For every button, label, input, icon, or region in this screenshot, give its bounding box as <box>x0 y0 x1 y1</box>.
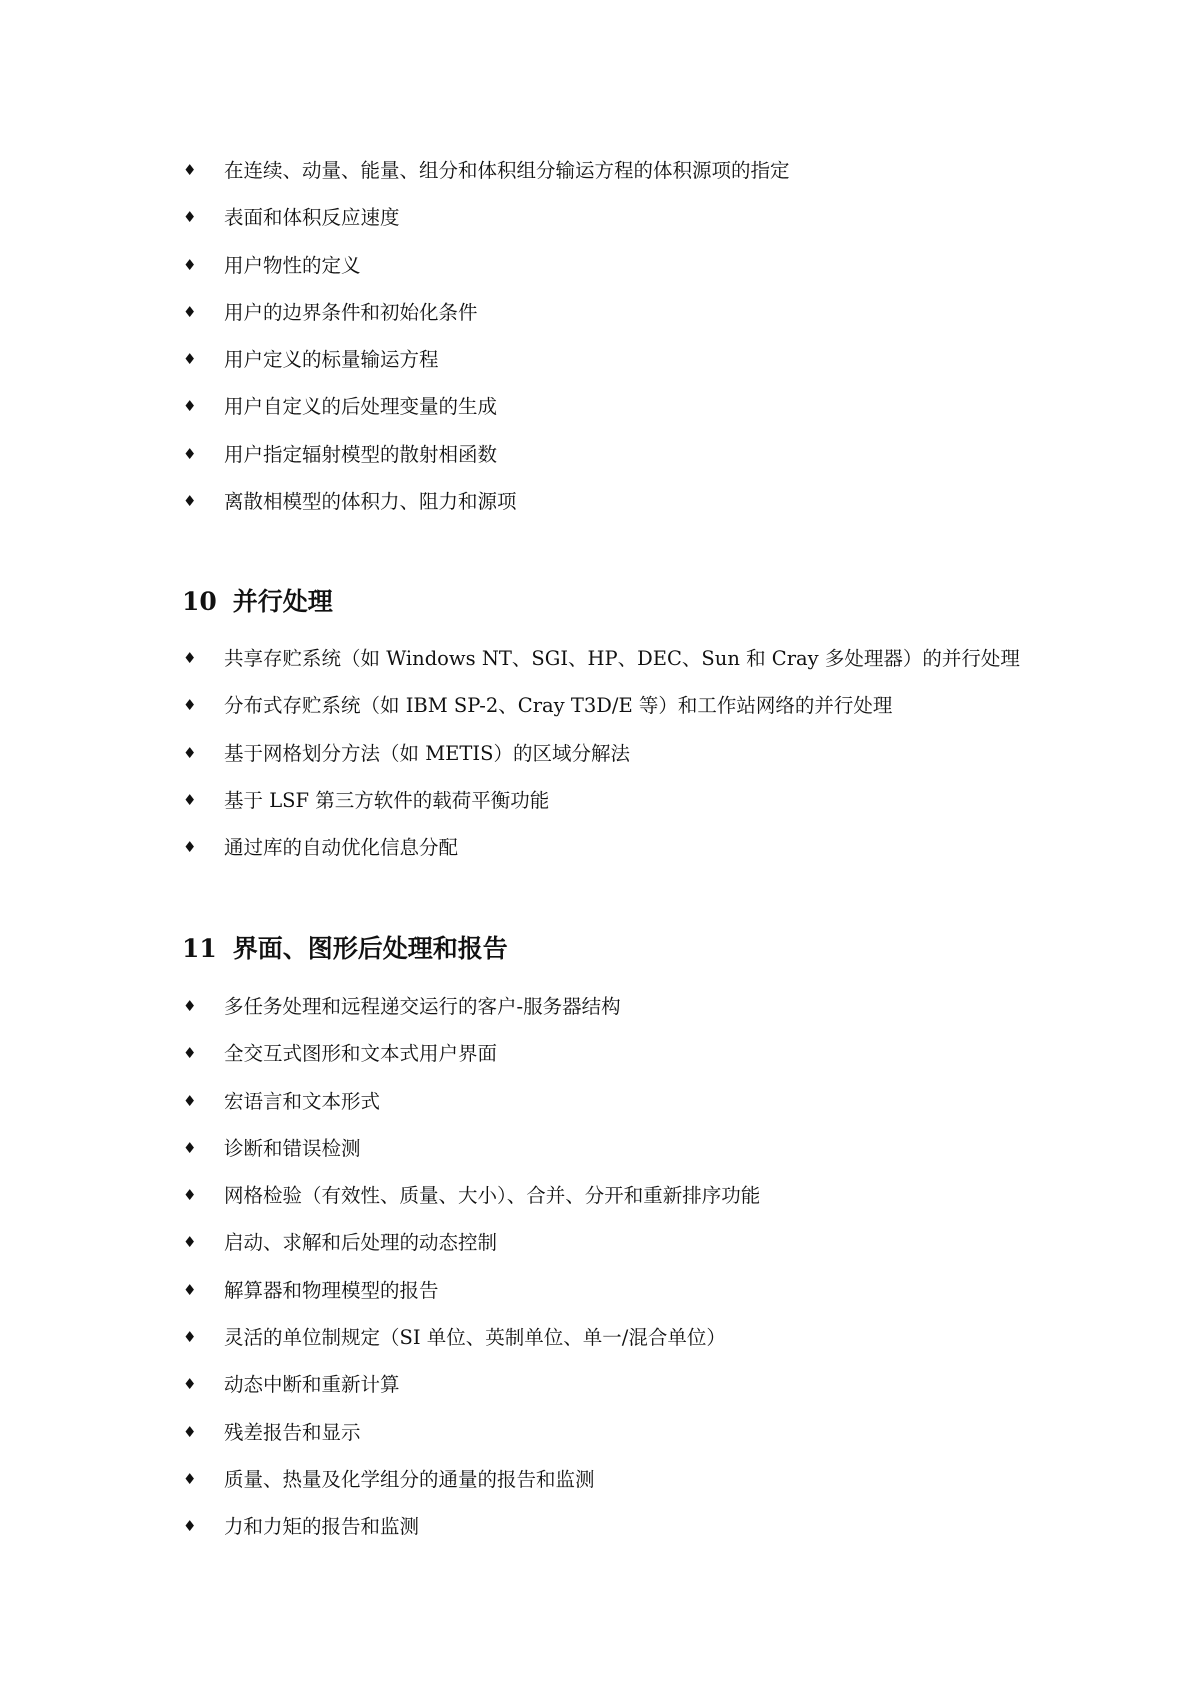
list-item-text: 多任务处理和远程递交运行的客户-服务器结构 <box>224 995 621 1018</box>
diamond-bullet-icon: ♦ <box>183 161 197 179</box>
diamond-bullet-icon: ♦ <box>183 1280 197 1299</box>
diamond-bullet-icon: ♦ <box>183 1091 197 1110</box>
section-title: 并行处理 <box>232 587 333 616</box>
list-item-text: 力和力矩的报告和监测 <box>224 1515 420 1539</box>
diamond-bullet-icon: ♦ <box>183 696 197 715</box>
list-item-text: 通过库的自动优化信息分配 <box>224 836 459 860</box>
diamond-bullet-icon: ♦ <box>183 1328 197 1347</box>
list-item-text: 诊断和错误检测 <box>224 1136 361 1160</box>
diamond-bullet-icon: ♦ <box>183 1186 197 1205</box>
list-item-text: 全交互式图形和文本式用户界面 <box>224 1042 498 1066</box>
diamond-bullet-icon: ♦ <box>183 1422 197 1441</box>
diamond-bullet-icon: ♦ <box>183 492 197 511</box>
diamond-bullet-icon: ♦ <box>183 743 197 762</box>
list-item-text: 解算器和物理模型的报告 <box>224 1278 439 1302</box>
list-item-text: 在连续、动量、能量、组分和体积组分输运方程的体积源项的指定 <box>224 159 790 182</box>
diamond-bullet-icon: ♦ <box>183 350 197 369</box>
diamond-bullet-icon: ♦ <box>183 1469 197 1488</box>
diamond-bullet-icon: ♦ <box>183 838 197 857</box>
diamond-bullet-icon: ♦ <box>183 208 197 227</box>
section-number: 11 <box>182 934 217 963</box>
diamond-bullet-icon: ♦ <box>183 255 197 274</box>
diamond-bullet-icon: ♦ <box>183 997 197 1015</box>
list-item-text: 残差报告和显示 <box>224 1420 361 1444</box>
diamond-bullet-icon: ♦ <box>183 1044 197 1063</box>
section-heading-interface-graphics-reports <box>182 929 508 969</box>
list-item-text: 用户的边界条件和初始化条件 <box>224 300 478 324</box>
list-item-text: 质量、热量及化学组分的通量的报告和监测 <box>224 1467 595 1491</box>
list-item-text: 网格检验（有效性、质量、大小）、合并、分开和重新排序功能 <box>224 1184 761 1208</box>
list-item-text: 用户指定辐射模型的散射相函数 <box>224 442 498 466</box>
list-item-text: 用户自定义的后处理变量的生成 <box>224 395 498 419</box>
list-item-text: 共享存贮系统（如 Windows NT、SGI、HP、DEC、Sun 和 Cray 多处理器）的并行处理 <box>224 647 1020 670</box>
list-item-text: 用户物性的定义 <box>224 253 361 277</box>
section-heading-parallel-processing <box>182 582 333 622</box>
section-title: 界面、图形后处理和报告 <box>232 934 508 963</box>
list-item-text: 启动、求解和后处理的动态控制 <box>224 1231 498 1255</box>
diamond-bullet-icon: ♦ <box>183 397 197 416</box>
list-item-text: 分布式存贮系统（如 IBM SP-2、Cray T3D/E 等）和工作站网络的并行处理 <box>224 694 893 718</box>
list-item-text: 离散相模型的体积力、阻力和源项 <box>224 490 517 514</box>
list-item-text: 基于 LSF 第三方软件的载荷平衡功能 <box>224 788 550 812</box>
diamond-bullet-icon: ♦ <box>183 1233 197 1252</box>
list-item-text: 宏语言和文本形式 <box>224 1089 381 1113</box>
diamond-bullet-icon: ♦ <box>183 649 197 667</box>
list-item-text: 用户定义的标量输运方程 <box>224 348 439 372</box>
list-item-text: 动态中断和重新计算 <box>224 1373 400 1397</box>
diamond-bullet-icon: ♦ <box>183 302 197 321</box>
list-item-text: 灵活的单位制规定（SI 单位、英制单位、单一/混合单位） <box>224 1326 726 1350</box>
diamond-bullet-icon: ♦ <box>183 790 197 809</box>
diamond-bullet-icon: ♦ <box>183 1138 197 1157</box>
diamond-bullet-icon: ♦ <box>183 444 197 463</box>
diamond-bullet-icon: ♦ <box>183 1375 197 1394</box>
diamond-bullet-icon: ♦ <box>183 1517 197 1536</box>
list-item-text: 表面和体积反应速度 <box>224 206 400 230</box>
list-item-text: 基于网格划分方法（如 METIS）的区域分解法 <box>224 741 630 765</box>
section-number: 10 <box>182 587 217 616</box>
